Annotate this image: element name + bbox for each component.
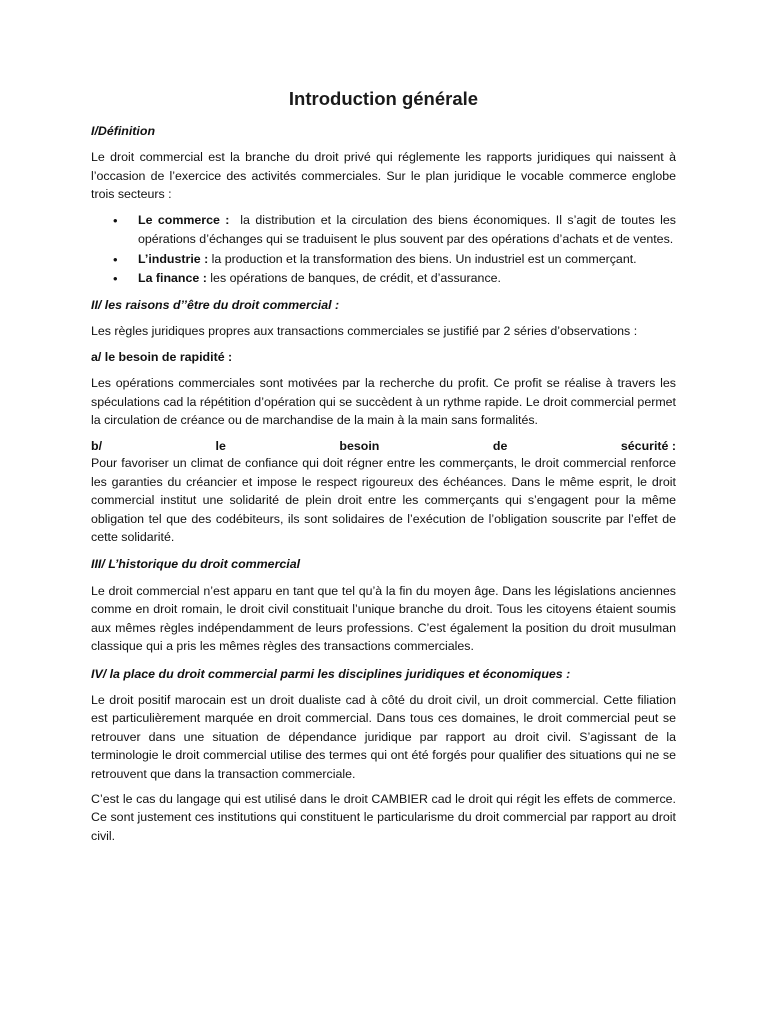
- bullet-text: la distribution et la circulation des biens économiques. Il s’agit de toutes les opérations d’échanges qui se traduisent le plus souvent par des opérations d’achats et de ventes.: [138, 212, 680, 247]
- bullet-term: La finance :: [138, 271, 207, 286]
- list-item: [91, 250, 676, 270]
- subheading-rapidite: a/ le besoin de rapidité :: [91, 349, 233, 364]
- bullet-icon: •: [113, 271, 118, 287]
- section-heading-historique: III/ L’historique du droit commercial: [91, 557, 301, 572]
- subheading-word: b/: [91, 439, 103, 454]
- subheading-word: le: [215, 439, 226, 454]
- sector-list: [91, 211, 680, 289]
- place-text-2: C’est le cas du langage qui est utilisé dans le droit CAMBIER cad le droit qui régit les effets de commerce. Ce sont justement ces institutions qui constituent le particularisme du droit commercial par rapport au droit civil.: [91, 791, 676, 843]
- subheading-word: besoin: [339, 439, 380, 454]
- bullet-term: Le commerce :: [138, 212, 230, 227]
- section-heading-definition: I/Définition: [91, 124, 156, 138]
- securite-text: Pour favoriser un climat de confiance qui doit régner entre les commerçants, le droit commercial renforce les garanties du créancier et impose le respect rigoureux des échéances. Dans le même esprit, le droit commercial institut une solidarité de plein droit entre les commerçants qui s’engagent pour la même obligation tel que des codébiteurs, ils sont solidaires de l’exécution de l’obligation souscrite par l’effet de cette solidarité.: [91, 456, 676, 545]
- place-text-1: Le droit positif marocain est un droit dualiste cad à côté du droit civil, un droit commercial. Cette filiation est particulièrement marquée en droit commercial. Dans tous ces domaines, le droit commercial peut se retrouver dans une situation de dépendance juridique par rapport au droit civil. S’agissant de la terminologie le droit commercial utilise des termes qui ont été forgés pour qualifier des situations qui ne se retrouvent que dans la transaction commerciale.: [91, 692, 676, 781]
- page-title: Introduction générale: [288, 88, 479, 109]
- subheading-word: de: [492, 439, 508, 454]
- document-page: [91, 86, 680, 852]
- subheading-securite: [91, 438, 676, 454]
- bullet-icon: •: [113, 251, 118, 267]
- subheading-word: sécurité :: [620, 439, 676, 454]
- definition-intro: Le droit commercial est la branche du droit privé qui réglemente les rapports juridiques qui naissent à l’occasion de l’exercice des activités commerciales. Sur le plan juridique le vocable commerce englobe trois secteurs :: [91, 150, 676, 202]
- rapidite-text: Les opérations commerciales sont motivées par la recherche du profit. Ce profit se réalise à travers les spéculations cad la répétition d’opération qui se succèdent à un rythme rapide. Le droit commercial permet la circulation de créance ou de marchandise de la main à la main sans formalités.: [91, 376, 676, 428]
- bullet-text: les opérations de banques, de crédit, et d’assurance.: [206, 271, 501, 286]
- list-item: [91, 269, 676, 289]
- historique-text: Le droit commercial n’est apparu en tant que tel qu’à la fin du moyen âge. Dans les législations anciennes comme en droit romain, le droit civil constituait l’unique branche du droit. Tous les citoyens étaient soumis aux mêmes règles indépendamment de leurs professions. C’est également la position du droit musulman classique qui a pris les mêmes règles des transactions commerciales.: [91, 583, 676, 654]
- bullet-text: la production et la transformation des biens. Un industriel est un commerçant.: [208, 251, 637, 266]
- bullet-term: L’industrie :: [138, 251, 209, 266]
- raisons-intro: Les règles juridiques propres aux transactions commerciales se justifié par 2 séries d’observations :: [91, 324, 638, 339]
- section-heading-raisons: II/ les raisons d’’être du droit commercial :: [91, 298, 340, 312]
- list-item: [91, 211, 680, 250]
- section-heading-place: IV/ la place du droit commercial parmi les disciplines juridiques et économiques :: [91, 666, 571, 681]
- bullet-icon: •: [113, 212, 118, 228]
